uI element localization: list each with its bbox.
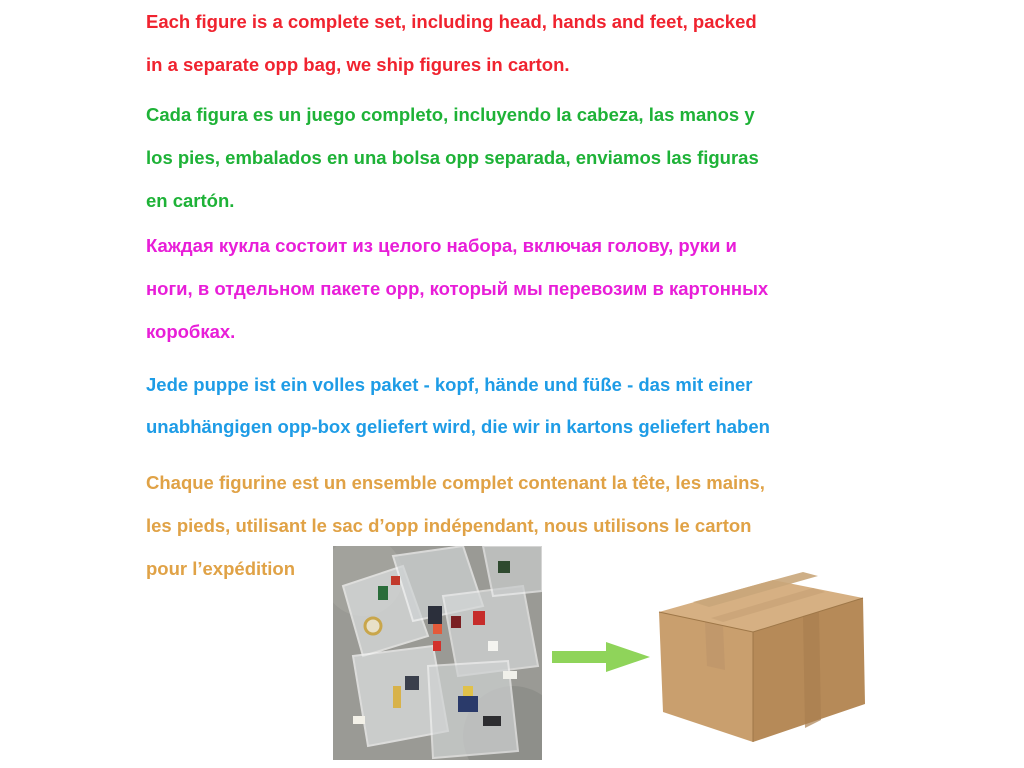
russian-line-2: ноги, в отдельном пакете opp, который мы перевозим в картонных — [146, 278, 769, 299]
spanish-description — [146, 104, 906, 211]
english-line-2: in a separate opp bag, we ship figures in carton. — [146, 54, 570, 75]
spanish-line-1: Cada figura es un juego completo, incluyendo la cabeza, las manos y — [146, 104, 755, 125]
english-description — [146, 11, 906, 75]
english-line-1: Each figure is a complete set, including head, hands and feet, packed — [146, 11, 757, 32]
russian-line-3: коробках. — [146, 321, 236, 342]
french-line-1: Chaque figurine est un ensemble complet contenant la tête, les mains, — [146, 472, 765, 493]
spanish-line-2: los pies, embalados en una bolsa opp separada, enviamos las figuras — [146, 147, 759, 168]
french-line-3: pour l’expédition — [146, 558, 296, 579]
cardboard-carton-box — [653, 570, 869, 744]
german-line-2: unabhängigen opp-box geliefert wird, die wir in kartons geliefert haben — [146, 416, 770, 437]
bagged-figures-photo — [333, 546, 542, 760]
german-description — [146, 374, 906, 437]
spanish-line-3: en cartón. — [146, 190, 235, 211]
russian-line-1: Каждая кукла состоит из целого набора, включая голову, руки и — [146, 235, 737, 256]
russian-description — [146, 235, 906, 342]
french-line-2: les pieds, utilisant le sac d’opp indépendant, nous utilisons le carton — [146, 515, 752, 536]
right-arrow-icon — [552, 642, 650, 672]
german-line-1: Jede puppe ist ein volles paket - kopf, hände und füße - das mit einer — [146, 374, 753, 395]
